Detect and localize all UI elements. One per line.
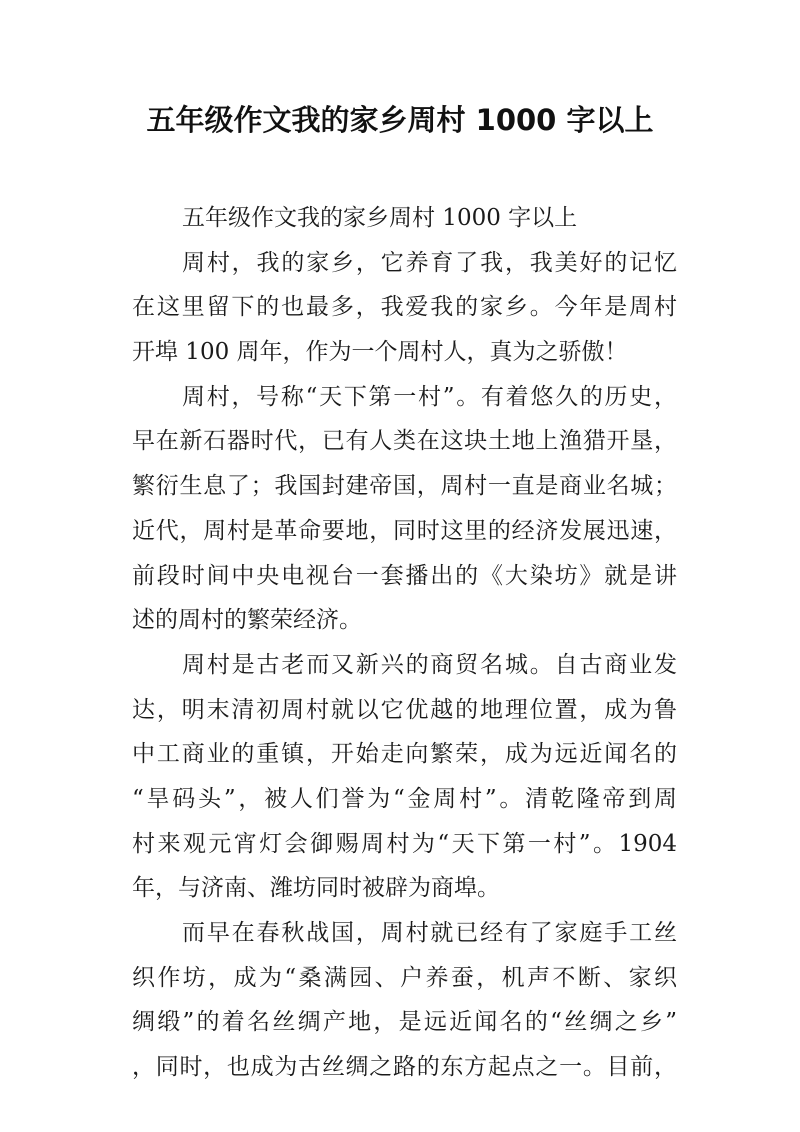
body-line: 周村，号称“天下第一村”。有着悠久的历史， [182,383,677,410]
body-line: “旱码头”，被人们誉为“金周村”。清乾隆帝到周 [132,785,677,812]
body-line: 在这里留下的也最多，我爱我的家乡。今年是周村 [132,294,677,321]
body-line: 繁衍生息了；我国封建帝国，周村一直是商业名城； [132,473,677,500]
body-line: 织作坊，成为“桑满园、户养蚕，机声不断、家织 [132,964,677,991]
body-line: 达，明末清初周村就以它优越的地理位置，成为鲁 [132,696,677,723]
body-line: 中工商业的重镇，开始走向繁荣，成为远近闻名的 [132,741,677,768]
body-line: 绸缎”的着名丝绸产地，是远近闻名的“丝绸之乡” [132,1009,677,1036]
body-line: 周村，我的家乡，它养育了我，我美好的记忆 [182,249,677,276]
body-line: 周村是古老而又新兴的商贸名城。自古商业发 [182,651,677,678]
body-line: 开埠 100 周年，作为一个周村人，真为之骄傲！ [132,339,628,366]
body-line: 五年级作文我的家乡周村 1000 字以上 [182,205,578,231]
body-line: 早在新石器时代，已有人类在这块土地上渔猎开垦， [132,428,677,455]
body-line: 前段时间中央电视台一套播出的《大染坊》就是讲 [132,562,677,589]
body-line: 近代，周村是革命要地，同时这里的经济发展迅速， [132,517,677,544]
body-line: ，同时，也成为古丝绸之路的东方起点之一。目前， [132,1054,677,1081]
document-title: 五年级作文我的家乡周村 1000 字以上 [146,103,654,137]
body-line: 而早在春秋战国，周村就已经有了家庭手工丝 [182,920,677,946]
body-line: 年，与济南、潍坊同时被辟为商埠。 [132,875,500,902]
body-line: 述的周村的繁荣经济。 [132,607,362,634]
document-body [132,196,677,1090]
body-line: 村来观元宵灯会御赐周村为“天下第一村”。1904 [132,830,677,857]
